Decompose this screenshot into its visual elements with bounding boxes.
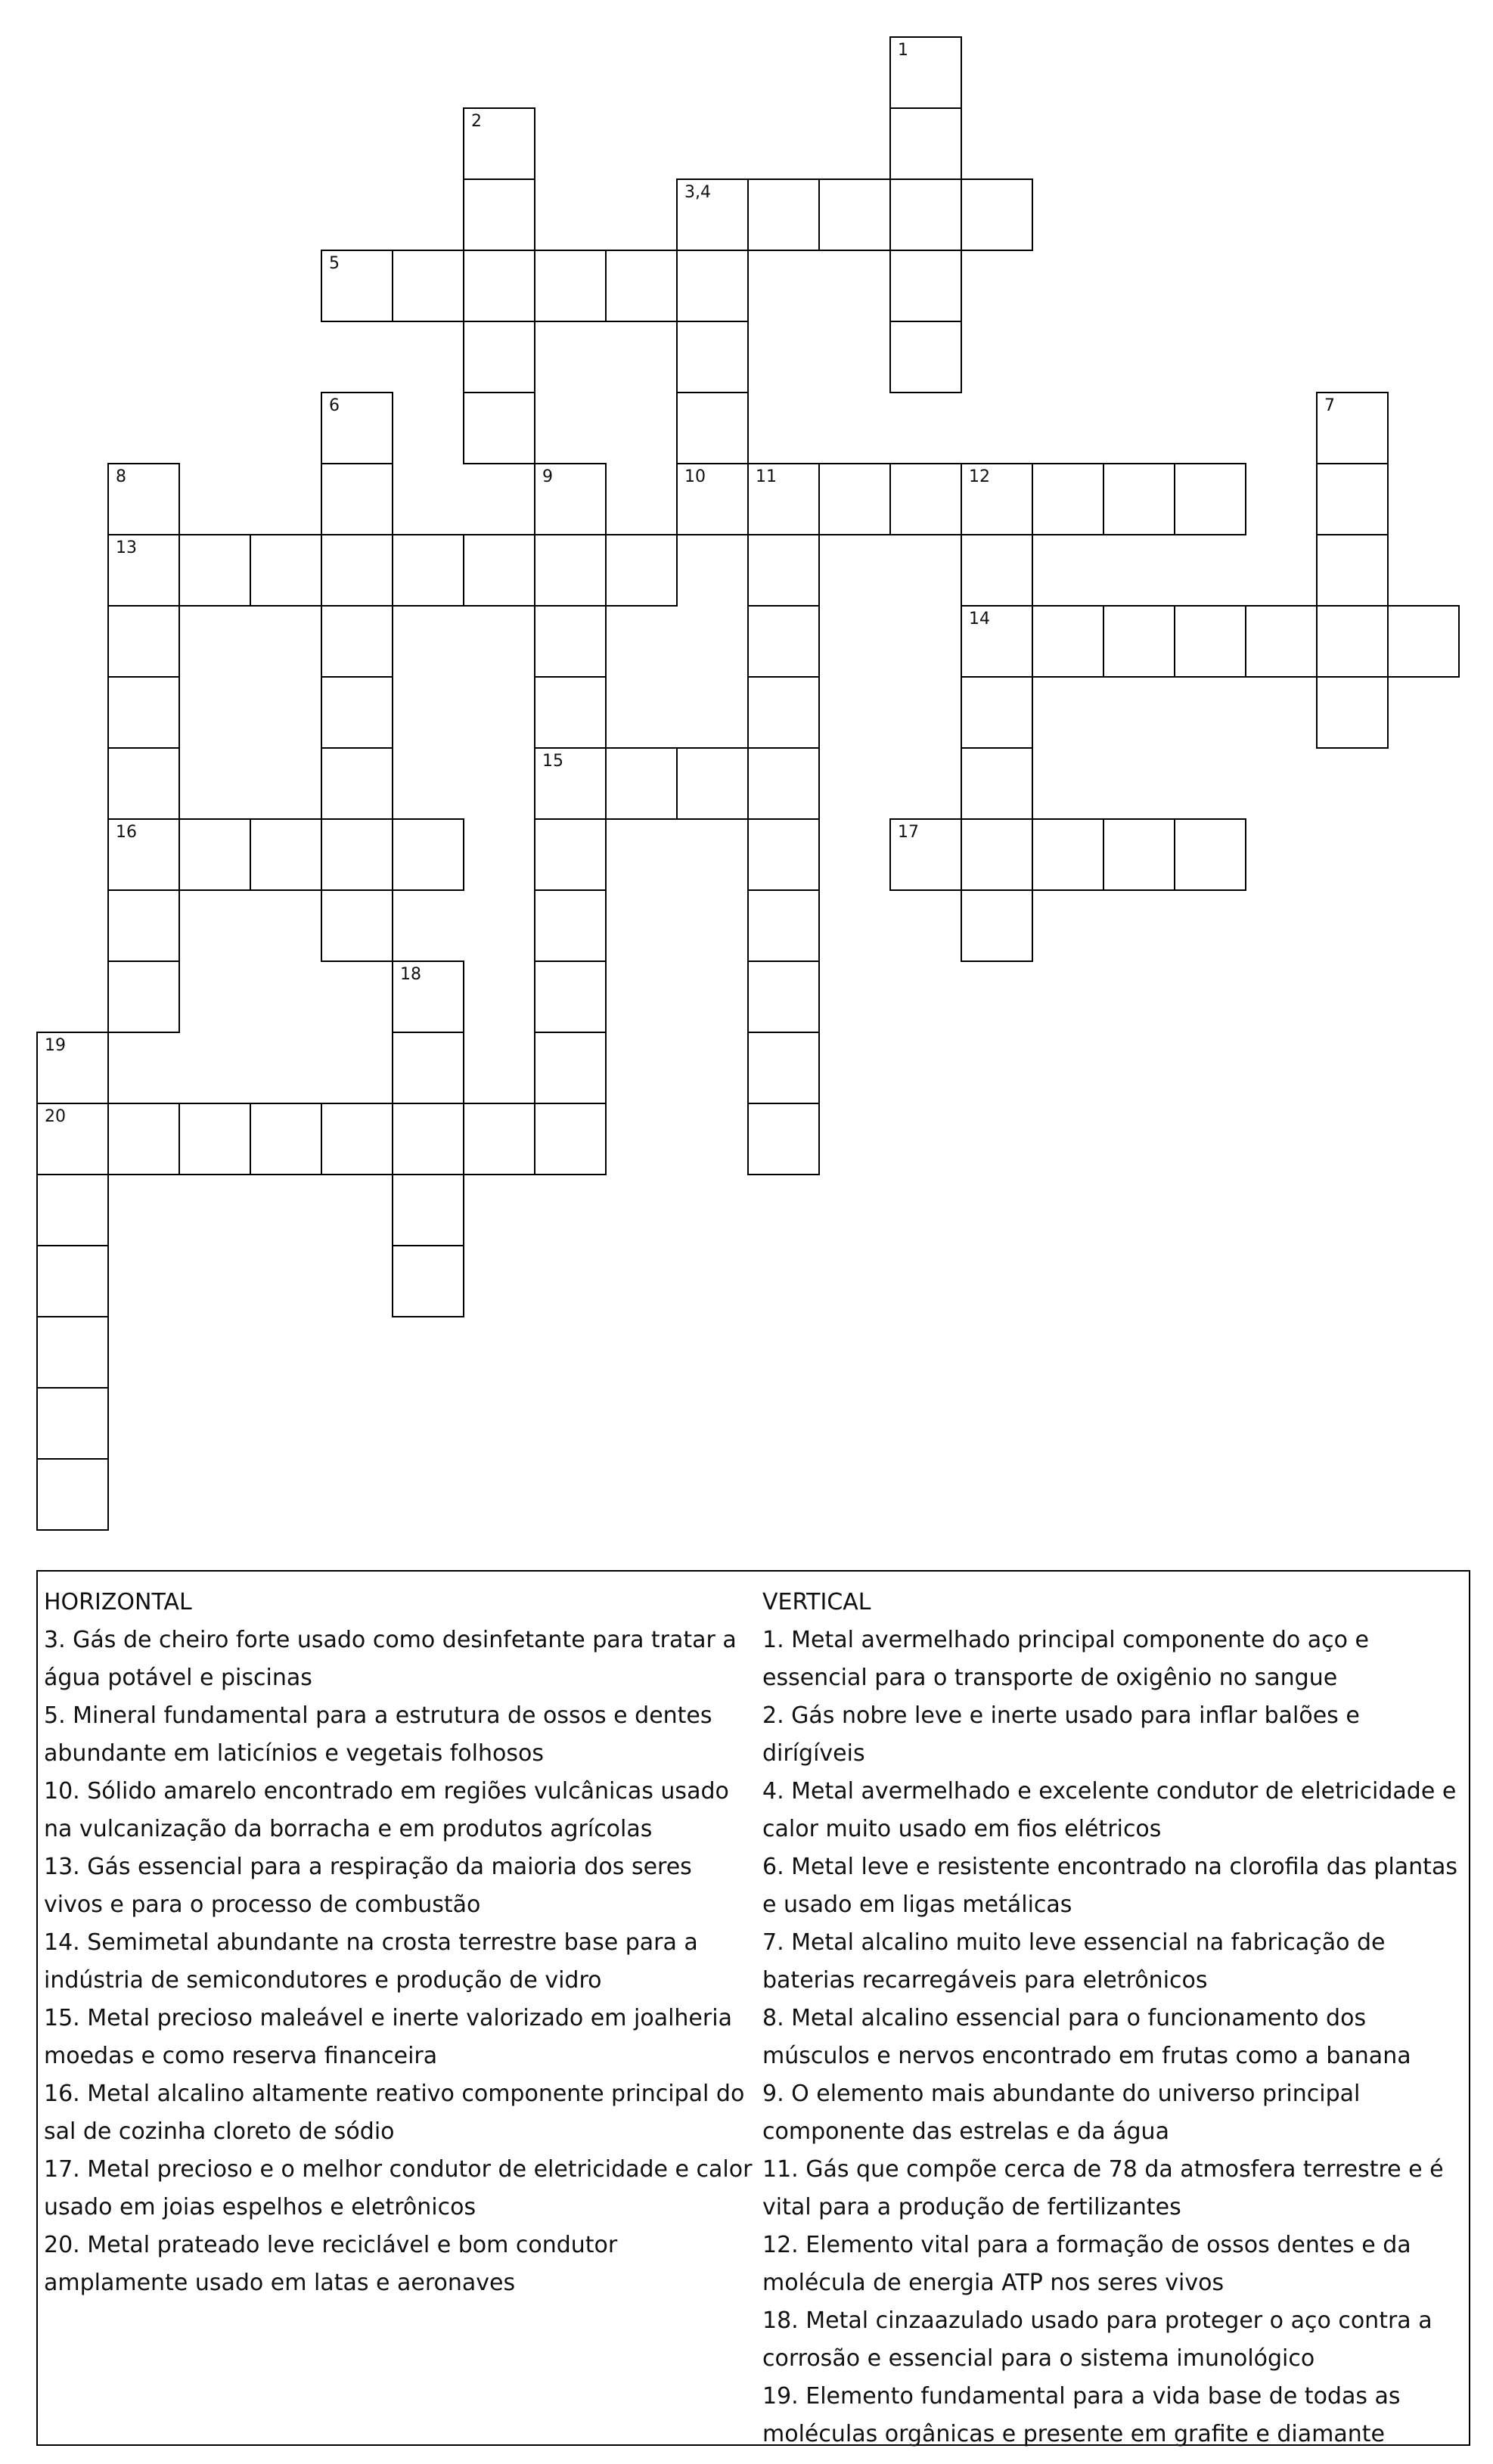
grid-cell[interactable] bbox=[107, 605, 180, 678]
grid-cell[interactable] bbox=[1316, 605, 1389, 678]
grid-cell[interactable] bbox=[36, 1458, 109, 1531]
grid-cell[interactable] bbox=[605, 250, 678, 322]
grid-cell[interactable] bbox=[1103, 818, 1175, 891]
grid-cell[interactable] bbox=[392, 1245, 464, 1317]
grid-cell[interactable] bbox=[1245, 605, 1318, 678]
grid-cell[interactable] bbox=[36, 1032, 109, 1104]
grid-cell[interactable] bbox=[250, 534, 322, 607]
cell-number: 10 bbox=[684, 467, 706, 486]
grid-cell[interactable] bbox=[1174, 605, 1246, 678]
grid-cell[interactable] bbox=[534, 1032, 607, 1104]
grid-cell[interactable] bbox=[321, 889, 393, 962]
grid-cell[interactable] bbox=[534, 818, 607, 891]
grid-cell[interactable] bbox=[107, 747, 180, 820]
grid-cell[interactable] bbox=[747, 676, 820, 749]
grid-cell[interactable] bbox=[463, 250, 535, 322]
grid-cell[interactable] bbox=[463, 107, 535, 180]
grid-cell[interactable] bbox=[321, 676, 393, 749]
cell-number: 11 bbox=[756, 467, 777, 486]
grid-cell[interactable] bbox=[605, 747, 678, 820]
grid-cell[interactable] bbox=[818, 178, 891, 251]
grid-cell[interactable] bbox=[107, 960, 180, 1033]
grid-cell[interactable] bbox=[321, 392, 393, 464]
vertical-title: VERTICAL bbox=[762, 1589, 871, 1615]
cell-number: 15 bbox=[542, 752, 563, 771]
grid-cell[interactable] bbox=[961, 889, 1033, 962]
grid-cell[interactable] bbox=[1103, 463, 1175, 535]
cell-number: 2 bbox=[471, 112, 482, 131]
clue-vertical: 12. Elemento vital para a formação de ossos dentes e da molécula de energia ATP nos seres vivos bbox=[762, 2232, 1411, 2296]
grid-cell[interactable] bbox=[534, 250, 607, 322]
grid-cell[interactable] bbox=[178, 818, 251, 891]
grid-cell[interactable] bbox=[747, 960, 820, 1033]
clue-vertical: 19. Elemento fundamental para a vida base de todas as moléculas orgânicas e presente em grafite e diamante bbox=[762, 2383, 1401, 2447]
grid-cell[interactable] bbox=[889, 250, 962, 322]
grid-cell[interactable] bbox=[1174, 818, 1246, 891]
grid-cell[interactable] bbox=[36, 1174, 109, 1246]
horizontal-clues-column bbox=[44, 1584, 755, 2302]
grid-cell[interactable] bbox=[1032, 463, 1104, 535]
cell-number: 17 bbox=[898, 823, 919, 842]
grid-cell[interactable] bbox=[747, 463, 820, 535]
grid-cell[interactable] bbox=[36, 1316, 109, 1389]
grid-cell[interactable] bbox=[1316, 392, 1389, 464]
grid-cell[interactable] bbox=[1316, 463, 1389, 535]
grid-cell[interactable] bbox=[321, 605, 393, 678]
grid-cell[interactable] bbox=[250, 1103, 322, 1175]
grid-cell[interactable] bbox=[463, 1103, 535, 1175]
clue-vertical: 1. Metal avermelhado principal componente do aço e essencial para o transporte de oxigênio no sangue bbox=[762, 1627, 1369, 1691]
grid-cell[interactable] bbox=[747, 1032, 820, 1104]
grid-cell[interactable] bbox=[747, 747, 820, 820]
cell-number: 1 bbox=[898, 41, 908, 60]
grid-cell[interactable] bbox=[1387, 605, 1460, 678]
grid-cell[interactable] bbox=[1174, 463, 1246, 535]
cell-number: 13 bbox=[116, 538, 137, 557]
grid-cell[interactable] bbox=[321, 747, 393, 820]
grid-cell[interactable] bbox=[321, 818, 393, 891]
cell-number: 18 bbox=[400, 965, 421, 984]
grid-cell[interactable] bbox=[676, 392, 749, 464]
grid-cell[interactable] bbox=[250, 818, 322, 891]
clue-horizontal: 5. Mineral fundamental para a estrutura de ossos e dentes abundante em laticínios e vegetais folhosos bbox=[44, 1702, 712, 1767]
grid-cell[interactable] bbox=[463, 392, 535, 464]
grid-cell[interactable] bbox=[1103, 605, 1175, 678]
grid-cell[interactable] bbox=[961, 463, 1033, 535]
horizontal-title: HORIZONTAL bbox=[44, 1589, 192, 1615]
grid-cell[interactable] bbox=[463, 321, 535, 393]
cell-number: 5 bbox=[329, 254, 340, 273]
grid-cell[interactable] bbox=[889, 818, 962, 891]
clue-horizontal: 14. Semimetal abundante na crosta terrestre base para a indústria de semicondutores e produção de vidro bbox=[44, 1929, 698, 1994]
grid-cell[interactable] bbox=[107, 1103, 180, 1175]
clue-vertical: 18. Metal cinzaazulado usado para proteger o aço contra a corrosão e essencial para o sistema imunológico bbox=[762, 2307, 1432, 2372]
grid-cell[interactable] bbox=[961, 676, 1033, 749]
cell-number: 3,4 bbox=[684, 183, 711, 202]
vertical-clues-column bbox=[762, 1584, 1466, 2453]
clue-vertical: 7. Metal alcalino muito leve essencial na fabricação de baterias recarregáveis para eletrônicos bbox=[762, 1929, 1386, 1994]
grid-cell[interactable] bbox=[961, 534, 1033, 607]
cell-number: 16 bbox=[116, 823, 137, 842]
grid-cell[interactable] bbox=[961, 747, 1033, 820]
clue-horizontal: 20. Metal prateado leve reciclável e bom condutor amplamente usado em latas e aeronaves bbox=[44, 2232, 618, 2296]
grid-cell[interactable] bbox=[676, 250, 749, 322]
grid-cell[interactable] bbox=[818, 463, 891, 535]
grid-cell[interactable] bbox=[889, 178, 962, 251]
grid-cell[interactable] bbox=[747, 534, 820, 607]
grid-cell[interactable] bbox=[889, 463, 962, 535]
grid-cell[interactable] bbox=[36, 1245, 109, 1317]
grid-cell[interactable] bbox=[107, 889, 180, 962]
clue-horizontal: 13. Gás essencial para a respiração da maioria dos seres vivos e para o processo de combustão bbox=[44, 1854, 692, 1918]
clue-vertical: 8. Metal alcalino essencial para o funcionamento dos músculos e nervos encontrado em frutas como a banana bbox=[762, 2005, 1411, 2069]
grid-cell[interactable] bbox=[107, 818, 180, 891]
cell-number: 9 bbox=[542, 467, 553, 486]
clue-vertical: 6. Metal leve e resistente encontrado na clorofila das plantas e usado em ligas metálicas bbox=[762, 1854, 1457, 1918]
grid-cell[interactable] bbox=[36, 1103, 109, 1175]
grid-cell[interactable] bbox=[107, 676, 180, 749]
clue-vertical: 4. Metal avermelhado e excelente condutor de eletricidade e calor muito usado em fios elétricos bbox=[762, 1778, 1457, 1842]
clue-vertical: 2. Gás nobre leve e inerte usado para inflar balões e dirígíveis bbox=[762, 1702, 1360, 1767]
grid-cell[interactable] bbox=[534, 960, 607, 1033]
grid-cell[interactable] bbox=[747, 178, 820, 251]
grid-cell[interactable] bbox=[676, 463, 749, 535]
grid-cell[interactable] bbox=[321, 463, 393, 535]
cell-number: 7 bbox=[1324, 396, 1335, 415]
grid-cell[interactable] bbox=[534, 534, 607, 607]
grid-cell[interactable] bbox=[534, 676, 607, 749]
grid-cell[interactable] bbox=[747, 889, 820, 962]
grid-cell[interactable] bbox=[961, 178, 1033, 251]
clue-horizontal: 15. Metal precioso maleável e inerte valorizado em joalheria moedas e como reserva financeira bbox=[44, 2005, 732, 2069]
grid-cell[interactable] bbox=[747, 1103, 820, 1175]
clue-horizontal: 10. Sólido amarelo encontrado em regiões vulcânicas usado na vulcanização da borracha e em produtos agrícolas bbox=[44, 1778, 729, 1842]
grid-cell[interactable] bbox=[534, 1103, 607, 1175]
clue-horizontal: 16. Metal alcalino altamente reativo componente principal do sal de cozinha cloreto de sódio bbox=[44, 2081, 745, 2145]
grid-cell[interactable] bbox=[1032, 818, 1104, 891]
grid-cell[interactable] bbox=[392, 960, 464, 1033]
clue-vertical: 9. O elemento mais abundante do universo principal componente das estrelas e da água bbox=[762, 2081, 1361, 2145]
grid-cell[interactable] bbox=[321, 1103, 393, 1175]
grid-cell[interactable] bbox=[107, 463, 180, 535]
grid-cell[interactable] bbox=[392, 534, 464, 607]
grid-cell[interactable] bbox=[392, 1103, 464, 1175]
grid-cell[interactable] bbox=[36, 1387, 109, 1460]
grid-cell[interactable] bbox=[676, 178, 749, 251]
grid-cell[interactable] bbox=[107, 534, 180, 607]
grid-cell[interactable] bbox=[321, 534, 393, 607]
cell-number: 20 bbox=[45, 1107, 66, 1126]
grid-cell[interactable] bbox=[889, 107, 962, 180]
grid-cell[interactable] bbox=[605, 534, 678, 607]
clue-horizontal: 17. Metal precioso e o melhor condutor de eletricidade e calor usado em joias espelhos e eletrônicos bbox=[44, 2156, 753, 2220]
grid-cell[interactable] bbox=[1316, 676, 1389, 749]
clue-horizontal: 3. Gás de cheiro forte usado como desinfetante para tratar a água potável e piscinas bbox=[44, 1627, 737, 1691]
cell-number: 19 bbox=[45, 1036, 66, 1055]
cell-number: 14 bbox=[969, 610, 990, 628]
grid-cell[interactable] bbox=[534, 463, 607, 535]
cell-number: 12 bbox=[969, 467, 990, 486]
cell-number: 8 bbox=[116, 467, 126, 486]
grid-cell[interactable] bbox=[961, 818, 1033, 891]
clue-panel bbox=[36, 1570, 1470, 2446]
grid-cell[interactable] bbox=[392, 818, 464, 891]
grid-cell[interactable] bbox=[1316, 534, 1389, 607]
cell-number: 6 bbox=[329, 396, 340, 415]
grid-cell[interactable] bbox=[676, 321, 749, 393]
grid-cell[interactable] bbox=[321, 250, 393, 322]
grid-cell[interactable] bbox=[392, 250, 464, 322]
grid-cell[interactable] bbox=[747, 818, 820, 891]
grid-cell[interactable] bbox=[534, 889, 607, 962]
grid-cell[interactable] bbox=[1032, 605, 1104, 678]
grid-cell[interactable] bbox=[392, 1174, 464, 1246]
clue-vertical: 11. Gás que compõe cerca de 78 da atmosfera terrestre e é vital para a produção de fertilizantes bbox=[762, 2156, 1444, 2220]
grid-cell[interactable] bbox=[961, 605, 1033, 678]
grid-cell[interactable] bbox=[889, 321, 962, 393]
grid-cell[interactable] bbox=[534, 605, 607, 678]
grid-cell[interactable] bbox=[463, 534, 535, 607]
grid-cell[interactable] bbox=[178, 534, 251, 607]
grid-cell[interactable] bbox=[534, 747, 607, 820]
grid-cell[interactable] bbox=[463, 178, 535, 251]
grid-cell[interactable] bbox=[178, 1103, 251, 1175]
grid-cell[interactable] bbox=[747, 605, 820, 678]
grid-cell[interactable] bbox=[889, 36, 962, 109]
grid-cell[interactable] bbox=[392, 1032, 464, 1104]
grid-cell[interactable] bbox=[676, 747, 749, 820]
